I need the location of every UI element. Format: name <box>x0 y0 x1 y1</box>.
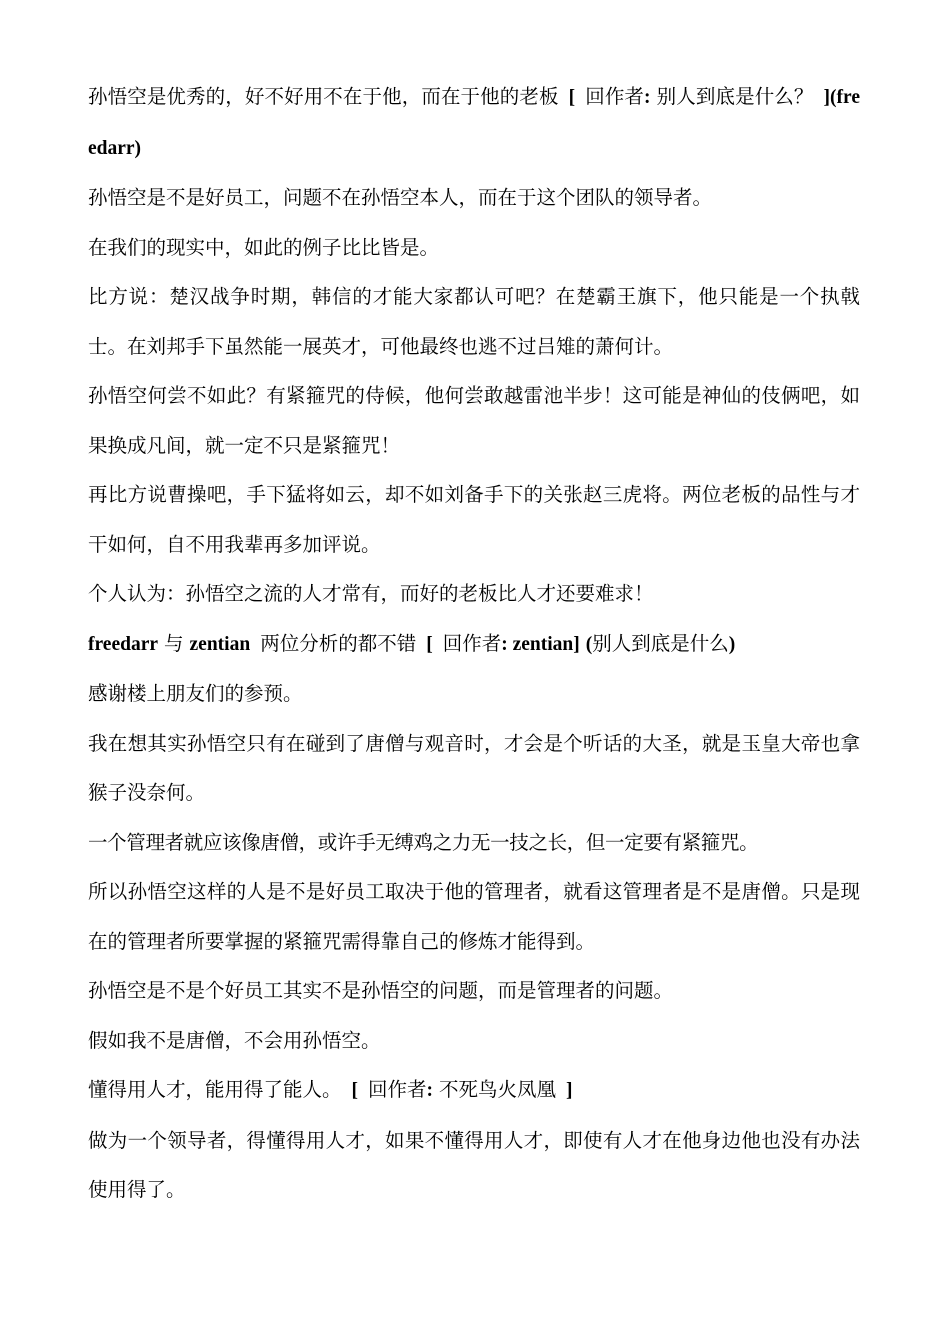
author-name-zentian: zentian <box>189 633 251 655</box>
title-paren-close: ) <box>728 633 736 655</box>
reply-bracket-open: [ <box>568 87 576 108</box>
paragraph-1-text: 孙悟空是优秀的，好不好用不在于他，而在于他的老板 <box>88 85 559 108</box>
comment-text: 两位分析的都不错 <box>260 631 417 655</box>
paragraph-2: 孙悟空是不是好员工，问题不在孙悟空本人，而在于这个团队的领导者。 <box>88 186 713 209</box>
reply-label: 回作者 <box>368 1078 427 1101</box>
reply-text: 别人到底是什么？ <box>656 85 814 108</box>
reply-label: 回作者 <box>442 631 502 655</box>
paragraph-9: 感谢楼上朋友们的参预。 <box>88 682 303 705</box>
paragraph-14: 假如我不是唐僧，不会用孙悟空。 <box>88 1028 381 1052</box>
paragraph-16: 做为一个领导者，得懂得用人才，如果不懂得用人才，即使有人才在他身边他也没有办法使用得了。 <box>88 1128 860 1201</box>
title-paren-open: ( <box>585 633 593 655</box>
paragraph-10: 我在想其实孙悟空只有在碰到了唐僧与观音时，才会是个听话的大圣，就是玉皇大帝也拿猴子没奈何。 <box>88 731 860 804</box>
reply-author: : zentian] <box>501 633 580 655</box>
paragraph-3: 在我们的现实中，如此的例子比比皆是。 <box>88 235 440 259</box>
paragraph-12: 所以孙悟空这样的人是不是好员工取决于他的管理者，就看这管理者是不是唐僧。只是现在的管理者所要掌握的紧箍咒需得靠自己的修炼才能得到。 <box>88 880 860 953</box>
paragraph-4: 比方说：楚汉战争时期，韩信的才能大家都认可吧？在楚霸王旗下，他只能是一个执戟士。在刘邦手下虽然能一展英才，可他最终也逃不过吕雉的萧何计。 <box>88 285 860 358</box>
conjunction-text: 与 <box>164 631 184 655</box>
paragraph-1 <box>88 72 860 173</box>
paragraph-15 <box>88 1065 860 1116</box>
paragraph-8 <box>88 619 860 670</box>
paragraph-11: 一个管理者就应该像唐僧，或许手无缚鸡之力无一技之长，但一定要有紧箍咒。 <box>88 830 759 854</box>
reply-colon: : <box>644 87 651 108</box>
paragraph-7: 个人认为：孙悟空之流的人才常有，而好的老板比人才还要难求！ <box>88 582 654 605</box>
paragraph-6: 再比方说曹操吧，手下猛将如云，却不如刘备手下的关张赵三虎将。两位老板的品性与才干如何，自不用我辈再多加评说。 <box>88 483 860 556</box>
author-name-freedarr: freedarr <box>88 633 159 655</box>
paragraph-15-text: 懂得用人才，能用得了能人。 <box>88 1078 342 1101</box>
reply-colon: : <box>426 1080 434 1101</box>
reply-bracket-open: [ <box>351 1080 359 1101</box>
paragraph-13: 孙悟空是不是个好员工其实不是孙悟空的问题，而是管理者的问题。 <box>88 979 674 1002</box>
reply-bracket-open: [ <box>426 633 433 655</box>
reply-author: 不死鸟火凤凰 <box>439 1078 557 1101</box>
reply-author: ](freedarr) <box>88 87 860 159</box>
title-text: 别人到底是什么 <box>592 631 729 655</box>
document-page <box>88 72 860 1215</box>
paragraph-5: 孙悟空何尝不如此？有紧箍咒的侍候，他何尝敢越雷池半步！这可能是神仙的伎俩吧，如果换成凡间，就一定不只是紧箍咒！ <box>88 384 860 457</box>
reply-bracket-close: ] <box>566 1080 573 1101</box>
reply-label: 回作者 <box>585 85 645 108</box>
